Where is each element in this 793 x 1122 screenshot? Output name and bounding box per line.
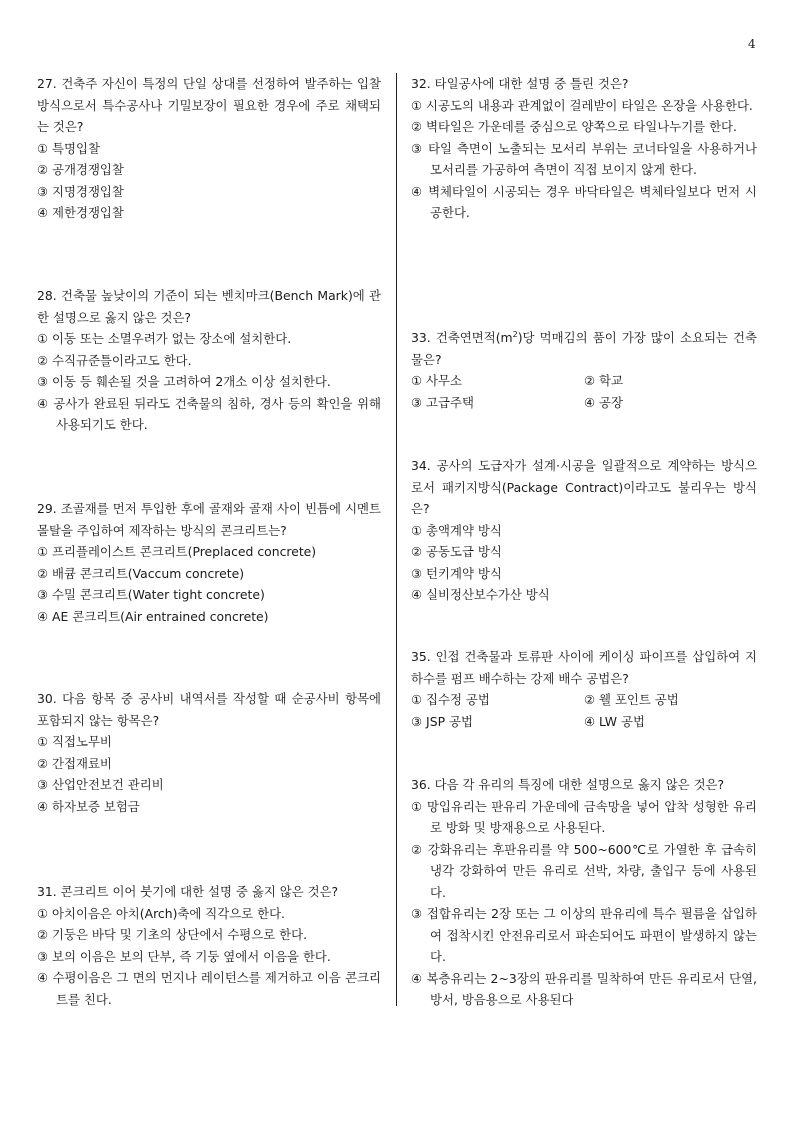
question-34: [411, 455, 757, 606]
stem-text: )당 먹매김의 품이 가장 많이 소요되는 건축물은?: [411, 330, 757, 367]
option: ③ 접합유리는 2장 또는 그 이상의 판유리에 특수 필름을 삽입하여 접착시킨 안전유리로서 파손되어도 파편이 발생하지 않는다.: [411, 906, 757, 964]
option: ① 망입유리는 판유리 가운데에 금속망을 넣어 압착 성형한 유리로 방화 및 방재용으로 사용된다.: [411, 798, 757, 835]
option: ① 총액계약 방식: [411, 522, 502, 538]
option: ① 직접노무비: [37, 734, 112, 749]
question-stem: 28. 건축물 높낮이의 기준이 되는 벤치마크(Bench Mark)에 관한 설명으로 옳지 않은 것은?: [37, 288, 381, 325]
question-stem: 30. 다음 항목 중 공사비 내역서를 작성할 때 순공사비 항목에 포함되지 않는 항목은?: [37, 691, 381, 728]
option: ② 기둥은 바닥 및 기초의 상단에서 수평으로 한다.: [37, 927, 308, 942]
question-stem: 31. 콘크리트 이어 붓기에 대한 설명 중 옳지 않은 것은?: [37, 884, 339, 899]
question-31: [37, 881, 381, 1010]
option: ④ 하자보증 보험금: [37, 798, 140, 814]
question-27: [37, 73, 381, 224]
question-stem: 35. 인접 건축물과 토류판 사이에 케이싱 파이프를 삽입하여 지하수를 펌프 배수하는 강제 배수 공법은?: [411, 649, 757, 686]
option: ④ 제한경쟁입찰: [37, 205, 124, 220]
question-32: [411, 73, 757, 224]
option: ④ 공장: [584, 394, 623, 410]
option: ② 웰 포인트 공법: [584, 692, 679, 707]
option: ③ 수밀 콘크리트(Water tight concrete): [37, 587, 265, 602]
question-28: [37, 285, 381, 436]
option: ① 이동 또는 소멸우려가 없는 장소에 설치한다.: [37, 331, 292, 346]
option: ③ 산업안전보건 관리비: [37, 777, 164, 792]
option: ② 공개경쟁입찰: [37, 162, 124, 177]
option: ① 사무소: [411, 373, 462, 388]
option: ① 특명입찰: [37, 140, 100, 156]
option: ③ 타일 측면이 노출되는 모서리 부위는 코너타일을 사용하거나 모서리를 가공하여 측면이 직접 보이지 않게 한다.: [411, 140, 757, 177]
option: ③ JSP 공법: [411, 713, 473, 729]
question-stem: 29. 조골재를 먼저 투입한 후에 골재와 골재 사이 빈틈에 시멘트 몰탈을 주입하여 제작하는 방식의 콘크리트는?: [37, 501, 381, 538]
question-stem: 34. 공사의 도급자가 설계·시공을 일괄적으로 계약하는 방식으로서 패키지방식(Package Contract)이라고도 불리우는 방식은?: [411, 458, 757, 516]
question-stem: [411, 327, 757, 370]
option: ④ LW 공법: [584, 713, 645, 729]
option: ② 수직규준틀이라고도 한다.: [37, 352, 192, 368]
option: ② 학교: [584, 373, 623, 388]
question-36: [411, 774, 757, 1011]
question-stem: 32. 타일공사에 대한 설명 중 틀린 것은?: [411, 76, 629, 91]
option-row: [411, 711, 757, 733]
stem-text: 33. 건축연면적(m: [411, 330, 513, 345]
option: ② 공동도급 방식: [411, 544, 502, 559]
option: ③ 이동 등 훼손될 것을 고려하여 2개소 이상 설치한다.: [37, 374, 331, 389]
question-stem: 27. 건축주 자신이 특정의 단일 상대를 선정하여 발주하는 입찰방식으로서 특수공사나 기밀보장이 필요한 경우에 주로 채택되는 것은?: [37, 76, 381, 134]
option-row: [411, 392, 757, 414]
column-divider: [396, 73, 397, 1006]
option: ④ 벽체타일이 시공되는 경우 바닥타일은 벽체타일보다 먼저 시공한다.: [411, 183, 757, 220]
option: ② 벽타일은 가운데를 중심으로 양쪽으로 타일나누기를 한다.: [411, 119, 737, 134]
option: ③ 고급주택: [411, 394, 474, 410]
option: ④ AE 콘크리트(Air entrained concrete): [37, 608, 269, 624]
question-35: [411, 646, 757, 732]
option: ④ 공사가 완료된 뒤라도 건축물의 침하, 경사 등의 확인을 위해 사용되기도 한다.: [37, 395, 381, 432]
question-stem: 36. 다음 각 유리의 특징에 대한 설명으로 옳지 않은 것은?: [411, 777, 725, 792]
question-30: [37, 688, 381, 817]
page-number: 4: [748, 37, 756, 51]
question-29: [37, 498, 381, 627]
option: ④ 실비정산보수가산 방식: [411, 587, 550, 602]
option: ④ 복층유리는 2~3장의 판유리를 밀착하여 만든 유리로서 단열, 방서, 방음용으로 사용된다: [411, 970, 757, 1007]
option: ④ 수평이음은 그 면의 먼지나 레이턴스를 제거하고 이음 콘크리트를 친다.: [37, 970, 381, 1007]
option-row: [411, 689, 757, 711]
option: ① 프리플레이스트 콘크리트(Preplaced concrete): [37, 544, 317, 559]
superscript: 2: [512, 329, 518, 339]
option: ② 배큠 콘크리트(Vaccum concrete): [37, 565, 245, 581]
option: ① 집수정 공법: [411, 692, 490, 707]
option: ① 시공도의 내용과 관계없이 걸레받이 타일은 온장을 사용한다.: [411, 97, 753, 113]
option: ③ 턴키계약 방식: [411, 565, 502, 581]
question-33: [411, 327, 757, 413]
option: ③ 지명경쟁입찰: [37, 183, 124, 199]
option: ② 간접재료비: [37, 755, 112, 771]
option: ② 강화유리는 후판유리를 약 500~600℃로 가열한 후 급속히 냉각 강화하여 만든 유리로 선박, 차량, 출입구 등에 사용된다.: [411, 841, 757, 900]
option-row: [411, 370, 757, 392]
option: ① 아치이음은 아치(Arch)축에 직각으로 한다.: [37, 905, 285, 921]
option: ③ 보의 이음은 보의 단부, 즉 기둥 옆에서 이음을 한다.: [37, 948, 331, 964]
